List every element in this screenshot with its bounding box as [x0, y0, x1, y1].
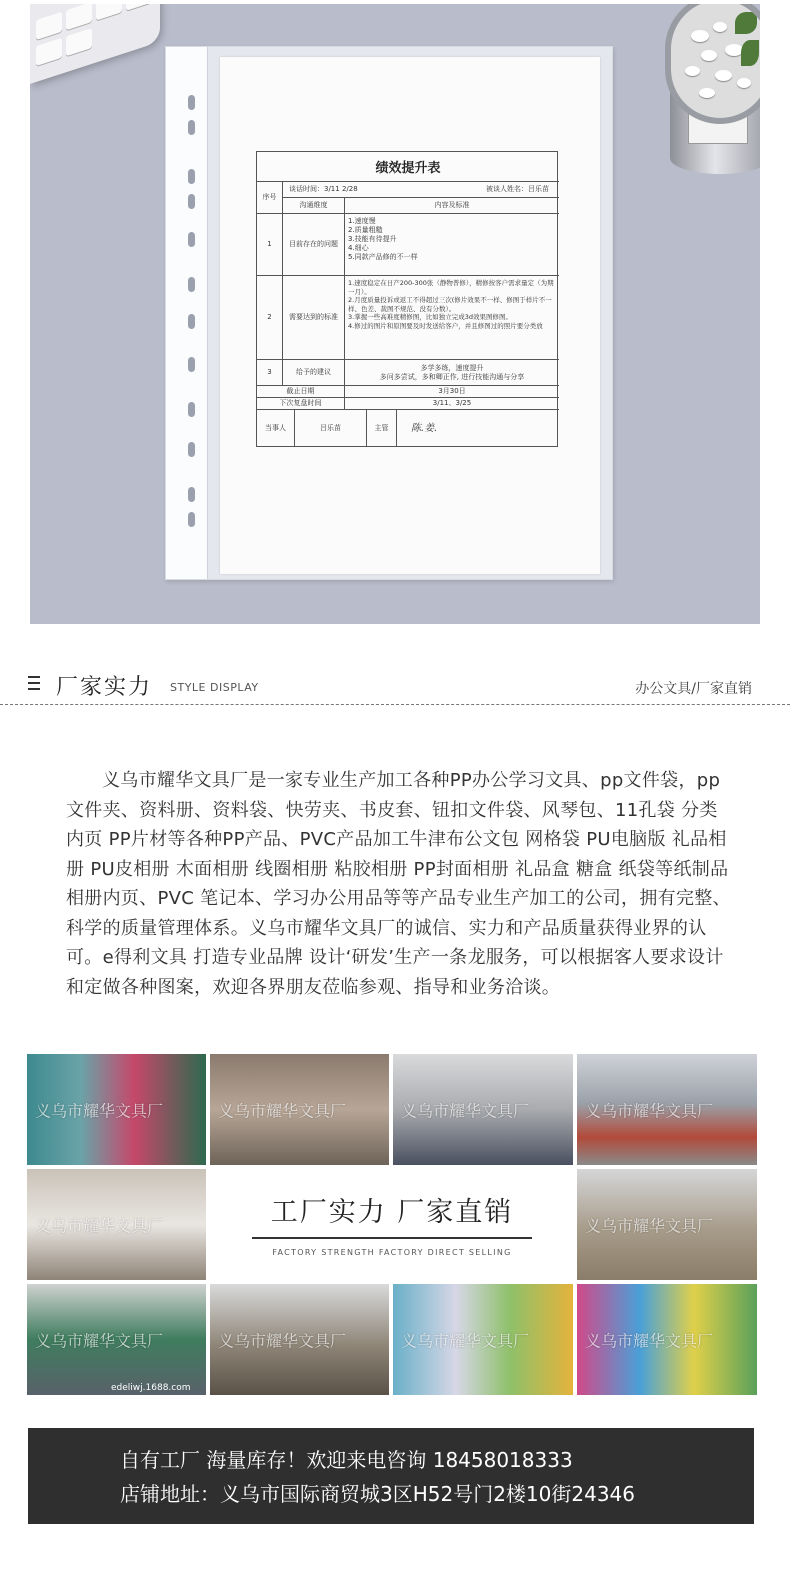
- factory-photo: [27, 1054, 206, 1165]
- supervisor-signature: 陈.姜.: [411, 423, 438, 434]
- contact-address-line: 店铺地址：义乌市国际商贸城3区H52号门2楼10街24346: [120, 1482, 636, 1506]
- factory-photo: [27, 1169, 206, 1280]
- watermark: 义乌市耀华文具厂: [218, 1101, 347, 1120]
- party-label: 当事人: [257, 410, 295, 447]
- dashed-divider: [0, 704, 790, 705]
- row-2-content: 1.速度稳定在日产200-300张（静物普修），精修按客户需求量定（为期一月）。 2.月度质量投诉或返工不得超过三次(修片效果不一样、修图于样片不一样、色差、裁图不规范、没有分数）。 3.掌握一些高难度精修图，比如独立完成3d效果图修图。 4.修过的图片和原图要及时发送给客户，并且修图过的照片要分类放: [345, 276, 559, 360]
- menu-lines-icon: [28, 676, 40, 690]
- row-3-index: 3: [257, 360, 283, 386]
- watermark: 义乌市耀华文具厂: [401, 1101, 530, 1120]
- interviewee-label: 被谈人姓名：: [486, 185, 528, 193]
- contact-banner: [28, 1428, 754, 1524]
- watermark: 义乌市耀华文具厂: [35, 1101, 164, 1120]
- factory-photo: [393, 1054, 573, 1165]
- keyboard-decoration: [30, 4, 160, 84]
- sheet-protector: [165, 46, 613, 580]
- company-intro: 义乌市耀华文具厂是一家专业生产加工各种PP办公学习文具、pp文件袋，pp文件夹、资料册、资料袋、快劳夹、书皮套、钮扣文件袋、风琴包、11孔袋 分类内页 PP片材等各种PP产品、PVC产品加工牛津布公文包 网格袋 PU电脑版 礼品相册 PU皮相册 木面相册 线圈相册 粘胶相册 PP封面相册 礼品盒 糖盒 纸袋等纸制品 相册内页、PVC 笔记本、学习办公用品等等产品专业生产加工的公司，拥有完整、科学的质量管理体系。义乌市耀华文具厂的诚信、实力和产品质量获得业界的认可。e得利文具 打造专业品牌 设计‘研发’生产一条龙服务，可以根据客人要求设计和定做各种图案，欢迎各界朋友莅临参观、指导和业务洽谈。: [66, 770, 731, 998]
- watermark: 义乌市耀华文具厂: [218, 1331, 347, 1350]
- row-1-content: 1.速度慢 2.质量粗糙 3.技能有待提升 4.细心 5.同款产品修的不一样: [345, 214, 559, 276]
- row-2-dimension: 需要达到的标准: [283, 276, 345, 360]
- banner-underline: [252, 1237, 532, 1239]
- watermark: 义乌市耀华文具厂: [585, 1216, 714, 1235]
- row-2-index: 2: [257, 276, 283, 360]
- deadline-value: 3月30日: [345, 386, 559, 398]
- banner-subtitle: FACTORY STRENGTH FACTORY DIRECT SELLING: [272, 1248, 512, 1257]
- factory-photo: [210, 1284, 389, 1395]
- review-value: 3/11、3/25: [345, 398, 559, 410]
- form-title: 绩效提升表: [257, 152, 559, 182]
- watermark: 义乌市耀华文具厂: [35, 1331, 164, 1350]
- watermark: 义乌市耀华文具厂: [35, 1216, 164, 1235]
- contact-phone-line: 自有工厂 海量库存！欢迎来电咨询 18458018333: [120, 1448, 573, 1472]
- col-dimension-header: 沟通维度: [283, 198, 345, 214]
- party-value: 吕乐苗: [295, 410, 367, 447]
- interviewee-value: 吕乐苗: [528, 185, 549, 193]
- performance-form: [256, 151, 558, 447]
- store-url: edeliwj.1688.com: [111, 1383, 191, 1393]
- factory-photo: [577, 1284, 757, 1395]
- row-3-dimension: 给予的建议: [283, 360, 345, 386]
- watermark: 义乌市耀华文具厂: [585, 1101, 714, 1120]
- interview-time-label: 谈话时间：: [289, 185, 324, 193]
- factory-photo: [393, 1284, 573, 1395]
- interview-time-value: 3/11 2/28: [324, 185, 358, 193]
- watermark: 义乌市耀华文具厂: [401, 1331, 530, 1350]
- document-sheet: [220, 57, 600, 574]
- section-header: [0, 664, 790, 706]
- factory-photo: [210, 1054, 389, 1165]
- section-right-text: 办公文具/厂家直销: [635, 681, 752, 697]
- row-1-dimension: 目前存在的问题: [283, 214, 345, 276]
- factory-strength-banner: [210, 1170, 574, 1280]
- factory-photo: [577, 1054, 757, 1165]
- review-label: 下次复盘时间: [257, 398, 345, 410]
- col-content-header: 内容及标准: [345, 198, 559, 214]
- product-photo: [30, 4, 760, 624]
- row-1-index: 1: [257, 214, 283, 276]
- section-title: 厂家实力: [56, 675, 153, 700]
- punched-strip: [166, 47, 208, 579]
- col-index-header: 序号: [257, 182, 283, 214]
- banner-title: 工厂实力 厂家直销: [270, 1197, 514, 1228]
- factory-photo-grid: [27, 1054, 757, 1396]
- interview-row: [283, 182, 559, 198]
- factory-photo: [27, 1284, 206, 1395]
- factory-photo: [577, 1169, 757, 1280]
- tin-can-decoration: [660, 4, 760, 184]
- watermark: 义乌市耀华文具厂: [585, 1331, 714, 1350]
- deadline-label: 截止日期: [257, 386, 345, 398]
- supervisor-label: 主管: [367, 410, 397, 447]
- section-subtitle: STYLE DISPLAY: [170, 681, 259, 694]
- row-3-content: 多学多练，速度提升 多问多尝试，多和卿正作, 进行技能沟通与分享: [345, 360, 559, 386]
